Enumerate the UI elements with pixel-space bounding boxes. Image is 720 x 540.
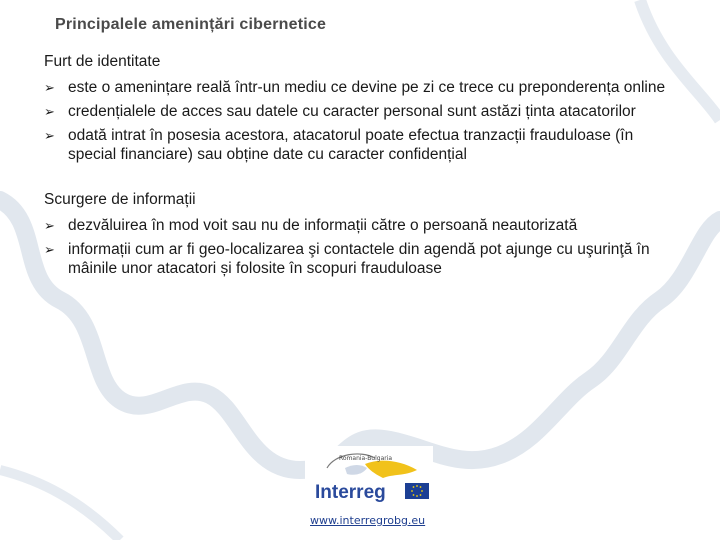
bullet-item <box>44 216 684 235</box>
eu-flag-icon <box>405 483 429 499</box>
section-heading: Scurgere de informații <box>44 191 196 208</box>
slide-content <box>44 52 684 283</box>
bullet-item <box>44 78 684 97</box>
interreg-logo <box>305 446 433 510</box>
bullet-item <box>44 126 684 164</box>
arrow-bullet-icon: ➢ <box>44 105 55 120</box>
bullet-text: dezvăluirea în mod voit sau nu de informații către o persoană neautorizată <box>68 217 578 234</box>
bullet-text: este o amenințare reală într-un mediu ce devine pe zi ce trece cu preponderența online <box>68 79 666 96</box>
bullet-text: odată intrat în posesia acestora, atacatorul poate efectua tranzacții frauduloase (în special financiare) sau obține date cu caracter confidențial <box>68 127 634 163</box>
bullet-text: credențialele de acces sau datele cu caracter personal sunt astăzi ținta atacatorilor <box>68 103 636 120</box>
logo-small-text: Romania-Bulgaria <box>339 455 393 462</box>
arrow-bullet-icon: ➢ <box>44 243 55 258</box>
section-information-leak <box>44 190 684 278</box>
arrow-bullet-icon: ➢ <box>44 129 55 144</box>
bullet-list <box>44 216 684 278</box>
arrow-bullet-icon: ➢ <box>44 81 55 96</box>
arrow-bullet-icon: ➢ <box>44 219 55 234</box>
section-identity-theft <box>44 52 684 164</box>
footer-website-link[interactable]: www.interregrobg.eu <box>310 514 426 527</box>
section-heading: Furt de identitate <box>44 53 161 70</box>
slide-title: Principalele amenințări cibernetice <box>55 16 327 33</box>
interreg-logo-graphic <box>305 446 433 510</box>
bullet-item <box>44 102 684 121</box>
bullet-list <box>44 78 684 164</box>
bullet-item <box>44 240 684 278</box>
bullet-text: informații cum ar fi geo-localizarea şi contactele din agendă pot ajunge cu uşurinţă în mâinile unor atacatori și folosite în scopuri frauduloase <box>68 241 650 277</box>
logo-text: Interreg <box>315 482 386 503</box>
